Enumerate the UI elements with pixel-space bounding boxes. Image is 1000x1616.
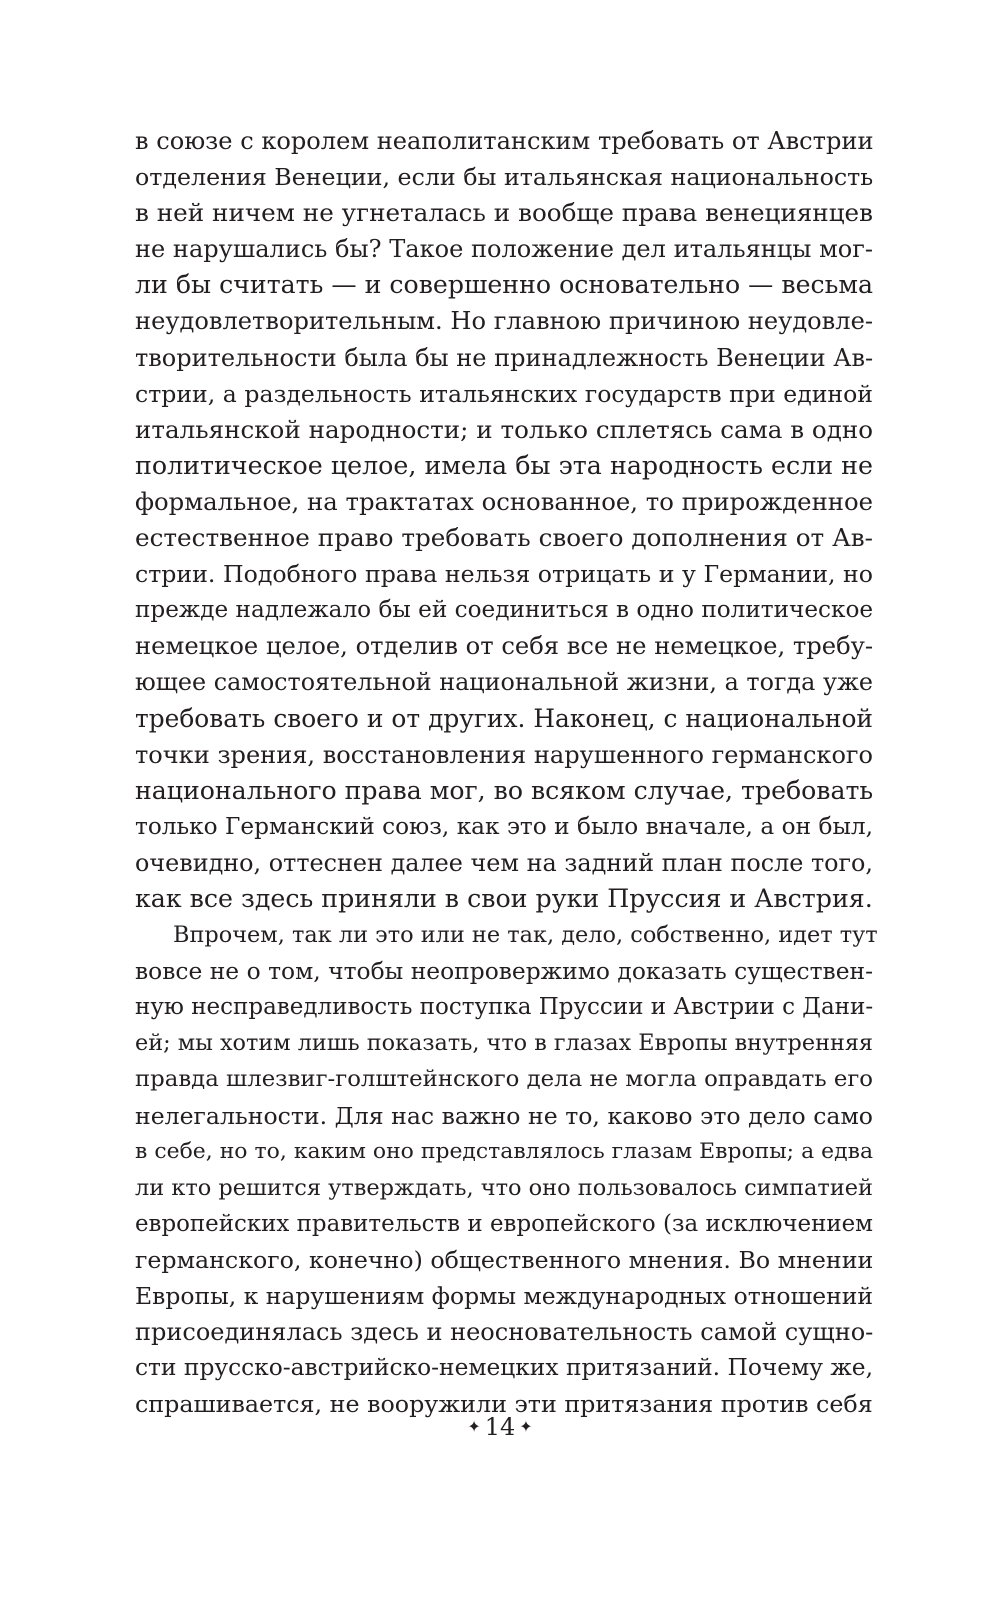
text-line: ющее самостоятельной национальной жизни, а тогда уже: [135, 668, 873, 697]
page-number: 14: [484, 1413, 516, 1441]
text-line: только Германский союз, как это и было вначале, а он был,: [135, 812, 873, 840]
text-line: ли бы считать — и совершенно основательно — весьма: [135, 270, 873, 300]
text-line: политическое целое, имела бы эта народность если не: [135, 450, 873, 480]
text-line: как все здесь приняли в свои руки Пруссия и Австрия.: [135, 883, 873, 913]
ornament-left-icon: ✦: [467, 1417, 481, 1436]
text-line: вовсе не о том, чтобы неопровержимо доказать существен-: [135, 957, 873, 986]
text-line: итальянской народности; и только сплетясь сама в одно: [135, 414, 873, 444]
text-line: ей; мы хотим лишь показать, что в глазах Европы внутренняя: [135, 1030, 873, 1057]
text-line: точки зрения, восстановления нарушенного германского: [135, 740, 873, 769]
text-line: естественное право требовать своего дополнения от Ав-: [135, 523, 873, 553]
text-line: требовать своего и от других. Наконец, с национальной: [135, 703, 873, 733]
ornament-right-icon: ✦: [519, 1417, 533, 1436]
text-line: стрии, а раздельность итальянских государств при единой: [135, 379, 873, 408]
text-line: очевидно, оттеснен далее чем на задний план после того,: [135, 848, 873, 877]
text-line: в союзе с королем неаполитанским требовать от Австрии: [135, 127, 874, 155]
text-line: стрии. Подобного права нельзя отрицать и у Германии, но: [135, 560, 873, 589]
text-line: в себе, но то, каким оно представлялось глазам Европы; а едва: [135, 1138, 873, 1164]
paragraph: [135, 917, 878, 1422]
text-line: в ней ничем не угнеталась и вообще права венециянцев: [135, 198, 873, 228]
text-line: европейских правительств и европейского (за исключением: [135, 1210, 873, 1237]
text-line: Европы, к нарушениям формы международных отношений: [135, 1282, 874, 1310]
text-line: германского, конечно) общественного мнения. Во мнении: [135, 1245, 874, 1274]
text-line: Впрочем, так ли это или не так, дело, собственно, идет тут: [173, 922, 878, 949]
text-line: ную несправедливость поступка Пруссии и Австрии с Дани-: [135, 994, 874, 1021]
text-line: не нарушались бы? Такое положение дел итальянцы мог-: [135, 235, 873, 264]
body-text: [135, 123, 878, 1422]
text-line: присоединялась здесь и неосновательность самой сущно-: [135, 1318, 874, 1347]
text-line: немецкое целое, отделив от себя все не немецкое, требу-: [135, 632, 874, 661]
text-line: правда шлезвиг-голштейнского дела не могла оправдать его: [135, 1066, 873, 1093]
text-line: нелегальности. Для нас важно не то, каково это дело само: [135, 1101, 873, 1130]
text-line: отделения Венеции, если бы итальянская национальность: [135, 163, 874, 192]
text-line: творительности была бы не принадлежность Венеции Ав-: [135, 343, 874, 372]
text-line: формальное, на трактатах основанное, то прирожденное: [135, 486, 873, 516]
text-line: ли кто решится утверждать, что оно пользовалось симпатией: [135, 1174, 874, 1201]
text-line: национального права мог, во всяком случае, требовать: [135, 775, 874, 805]
text-line: сти прусско-австрийско-немецких притязаний. Почему же,: [135, 1354, 873, 1382]
text-line: неудовлетворительным. Но главною причиною неудовле-: [135, 307, 873, 336]
page-footer: [0, 1413, 1000, 1441]
paragraph: [135, 123, 873, 917]
text-line: прежде надлежало бы ей соединиться в одно политическое: [135, 597, 874, 624]
text-line: спрашивается, не вооружили эти притязания против себя: [135, 1390, 873, 1419]
